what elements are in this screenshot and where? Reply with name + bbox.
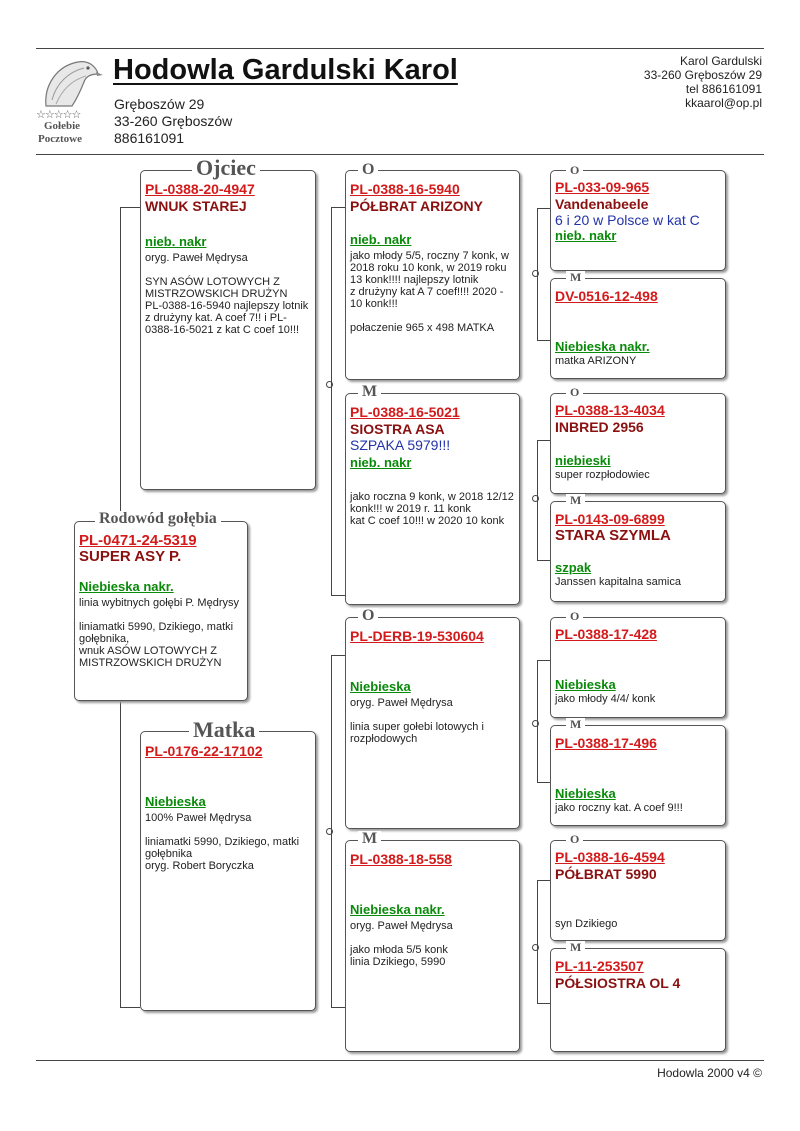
mm-card[interactable]	[345, 840, 520, 1052]
fmm-ring-number: PL-0143-09-6899	[555, 511, 665, 527]
mmm-name: PÓŁSIOSTRA OL 4	[555, 975, 681, 991]
fmf-name: INBRED 2956	[555, 419, 644, 435]
mm-label: M	[358, 831, 381, 847]
page-title: Hodowla Gardulski Karol	[113, 54, 458, 86]
logo-stars: ☆☆☆☆☆	[36, 109, 81, 121]
connector-fm	[537, 440, 538, 560]
pigeon-logo	[36, 56, 106, 148]
address-line-2: 33-260 Gręboszów	[114, 113, 233, 129]
pigeon-color: Niebieska nakr.	[79, 579, 174, 594]
mff-label: O	[566, 610, 583, 622]
connector-mf-mfm	[537, 782, 551, 783]
ffm-label: M	[566, 271, 585, 283]
fm-label: M	[358, 384, 381, 400]
header-bottom-rule	[36, 154, 764, 155]
fmf-ring-number: PL-0388-13-4034	[555, 402, 665, 418]
connector-ff-ffm	[537, 340, 551, 341]
breeder-address	[114, 96, 232, 147]
connector-mother	[331, 655, 332, 1008]
connector-ff	[537, 208, 538, 340]
address-line-3: 886161091	[114, 130, 185, 146]
fm-color: nieb. nakr	[350, 455, 412, 470]
fmf-color: niebieski	[555, 453, 611, 468]
father-color: nieb. nakr	[145, 234, 207, 249]
mf-color: Niebieska	[350, 679, 411, 694]
ff-label: O	[358, 162, 378, 178]
pigeon-label: Rodowód gołębia	[95, 511, 221, 527]
connector-mm	[537, 880, 538, 1003]
mother-color: Niebieska	[145, 794, 206, 809]
fff-label: O	[566, 164, 583, 176]
breeder-contact	[644, 54, 762, 110]
father-description: oryg. Paweł Mędrysa SYN ASÓW LOTOWYCH Z MISTRZOWSKICH DRUŻYN PL-0388-16-5940 najlepszy lotnik z drużyny kat. A coef 7!! i PL-0388-16-5021 z kat C coef 10!!!	[145, 252, 309, 336]
mfm-label: M	[566, 718, 585, 730]
fff-color: nieb. nakr	[555, 228, 617, 243]
fm-name: SIOSTRA ASA	[350, 421, 445, 437]
fff-card[interactable]	[550, 170, 726, 271]
fmm-label: M	[566, 494, 585, 506]
ffm-card[interactable]	[550, 278, 726, 379]
mf-description: oryg. Paweł Mędrysa linia super gołebi lotowych i rozpłodowych	[350, 697, 484, 745]
mm-description: oryg. Paweł Mędrysa jako młoda 5/5 konk linia Dzikiego, 5990	[350, 920, 453, 968]
mother-description: 100% Paweł Mędrysa liniamatki 5990, Dzikiego, matki gołębnika oryg. Robert Boryczka	[145, 812, 300, 872]
address-line-1: Gręboszów 29	[114, 96, 205, 112]
fmf-label: O	[566, 386, 583, 398]
fm-card[interactable]	[345, 393, 520, 605]
mm-ring-number: PL-0388-18-558	[350, 851, 452, 867]
connector-fm-fmm	[537, 560, 551, 561]
ffm-color: Niebieska nakr.	[555, 339, 650, 354]
mff-ring-number: PL-0388-17-428	[555, 626, 657, 642]
mfm-ring-number: PL-0388-17-496	[555, 735, 657, 751]
fm-description: jako roczna 9 konk, w 2018 12/12 konk!!! w 2019 r. 11 konk kat C coef 10!!! w 2020 10 konk	[350, 491, 514, 527]
mmm-card[interactable]	[550, 948, 726, 1052]
mmf-ring-number: PL-0388-16-4594	[555, 849, 665, 865]
connector-pigeon-father	[120, 207, 140, 208]
pigeon-ring-number: PL-0471-24-5319	[79, 532, 197, 549]
ffm-description: matka ARIZONY	[555, 355, 637, 367]
fm-ring-number: PL-0388-16-5021	[350, 404, 460, 420]
mmm-ring-number: PL-11-253507	[555, 958, 644, 974]
fmf-card[interactable]	[550, 393, 726, 494]
ffm-ring-number: DV-0516-12-498	[555, 288, 658, 304]
mmf-name: PÓŁBRAT 5990	[555, 866, 657, 882]
pigeon-card[interactable]	[74, 521, 248, 701]
mother-card[interactable]	[140, 731, 316, 1011]
connector-mother-mf	[331, 655, 345, 656]
mmf-card[interactable]	[550, 840, 726, 941]
ff-name: PÓŁBRAT ARIZONY	[350, 198, 483, 214]
contact-phone: tel 886161091	[685, 82, 762, 96]
mf-card[interactable]	[345, 617, 520, 829]
fm-extra: SZPAKA 5979!!!	[350, 437, 451, 453]
connector-mm-mmm	[537, 1003, 551, 1004]
pigeon-description: linia wybitnych gołębi P. Mędrysy liniamatki 5990, Dzikiego, matki gołębnika, wnuk ASÓW LOTOWYCH Z MISTRZOWSKICH DRUŻYN	[79, 597, 239, 669]
footer-rule	[36, 1060, 764, 1061]
connector-fm-fmf	[537, 440, 551, 441]
header-top-rule	[36, 48, 764, 49]
connector-pigeon-mother	[120, 1007, 140, 1008]
contact-name: Karol Gardulski	[679, 54, 762, 68]
fff-name: Vandenabeele	[555, 196, 649, 212]
mfm-card[interactable]	[550, 725, 726, 826]
ff-ring-number: PL-0388-16-5940	[350, 181, 460, 197]
mmf-description: syn Dzikiego	[555, 918, 618, 930]
father-label: Ojciec	[192, 157, 260, 179]
fmm-card[interactable]	[550, 501, 726, 602]
fmm-color: szpak	[555, 560, 592, 575]
pigeon-head-icon	[36, 56, 106, 112]
connector-mf	[537, 660, 538, 782]
logo-text-1: Gołebie	[44, 120, 81, 132]
ff-card[interactable]	[345, 170, 520, 380]
mf-ring-number: PL-DERB-19-530604	[350, 628, 484, 644]
connector-father	[331, 207, 332, 595]
connector-father-ff	[331, 207, 345, 208]
mmf-label: O	[566, 833, 583, 845]
mfm-color: Niebieska	[555, 786, 616, 801]
connector-father-fm	[331, 595, 345, 596]
father-card[interactable]	[140, 170, 316, 490]
fmm-name: STARA SZYMLA	[555, 527, 671, 544]
contact-email: kkaarol@op.pl	[685, 96, 762, 110]
mf-label: O	[358, 608, 378, 624]
fff-ring-number: PL-033-09-965	[555, 179, 650, 195]
logo-text-2: Pocztowe	[38, 133, 82, 145]
ff-color: nieb. nakr	[350, 232, 412, 247]
connector-ff-fff	[537, 208, 551, 209]
pigeon-name: SUPER ASY P.	[79, 548, 182, 565]
father-ring-number: PL-0388-20-4947	[145, 181, 255, 197]
connector-mother-mm	[331, 1007, 345, 1008]
connector-mf-mff	[537, 660, 551, 661]
fff-extra: 6 i 20 w Polsce w kat C	[555, 212, 700, 228]
fmm-description: Janssen kapitalna samica	[555, 576, 681, 588]
footer-credit: Hodowla 2000 v4 ©	[657, 1066, 762, 1080]
mff-description: jako młody 4/4/ konk	[555, 693, 656, 705]
mff-card[interactable]	[550, 617, 726, 718]
fmf-description: super rozpłodowiec	[555, 469, 650, 481]
father-name: WNUK STAREJ	[145, 198, 247, 214]
mother-label: Matka	[189, 719, 259, 741]
mff-color: Niebieska	[555, 677, 616, 692]
mother-ring-number: PL-0176-22-17102	[145, 743, 263, 759]
contact-address: 33-260 Gręboszów 29	[643, 68, 762, 82]
connector-mm-mmf	[537, 880, 551, 881]
mfm-description: jako roczny kat. A coef 9!!!	[555, 802, 683, 814]
ff-description: jako młody 5/5, roczny 7 konk, w 2018 roku 10 konk, w 2019 roku 13 konk!!!! najlepszy lotnik z drużyny kat A 7 coef!!!! 2020 - 10 konk!!! połaczenie 965 x 498 MATKA	[350, 250, 509, 334]
mm-color: Niebieska nakr.	[350, 902, 445, 917]
mmm-label: M	[566, 941, 585, 953]
